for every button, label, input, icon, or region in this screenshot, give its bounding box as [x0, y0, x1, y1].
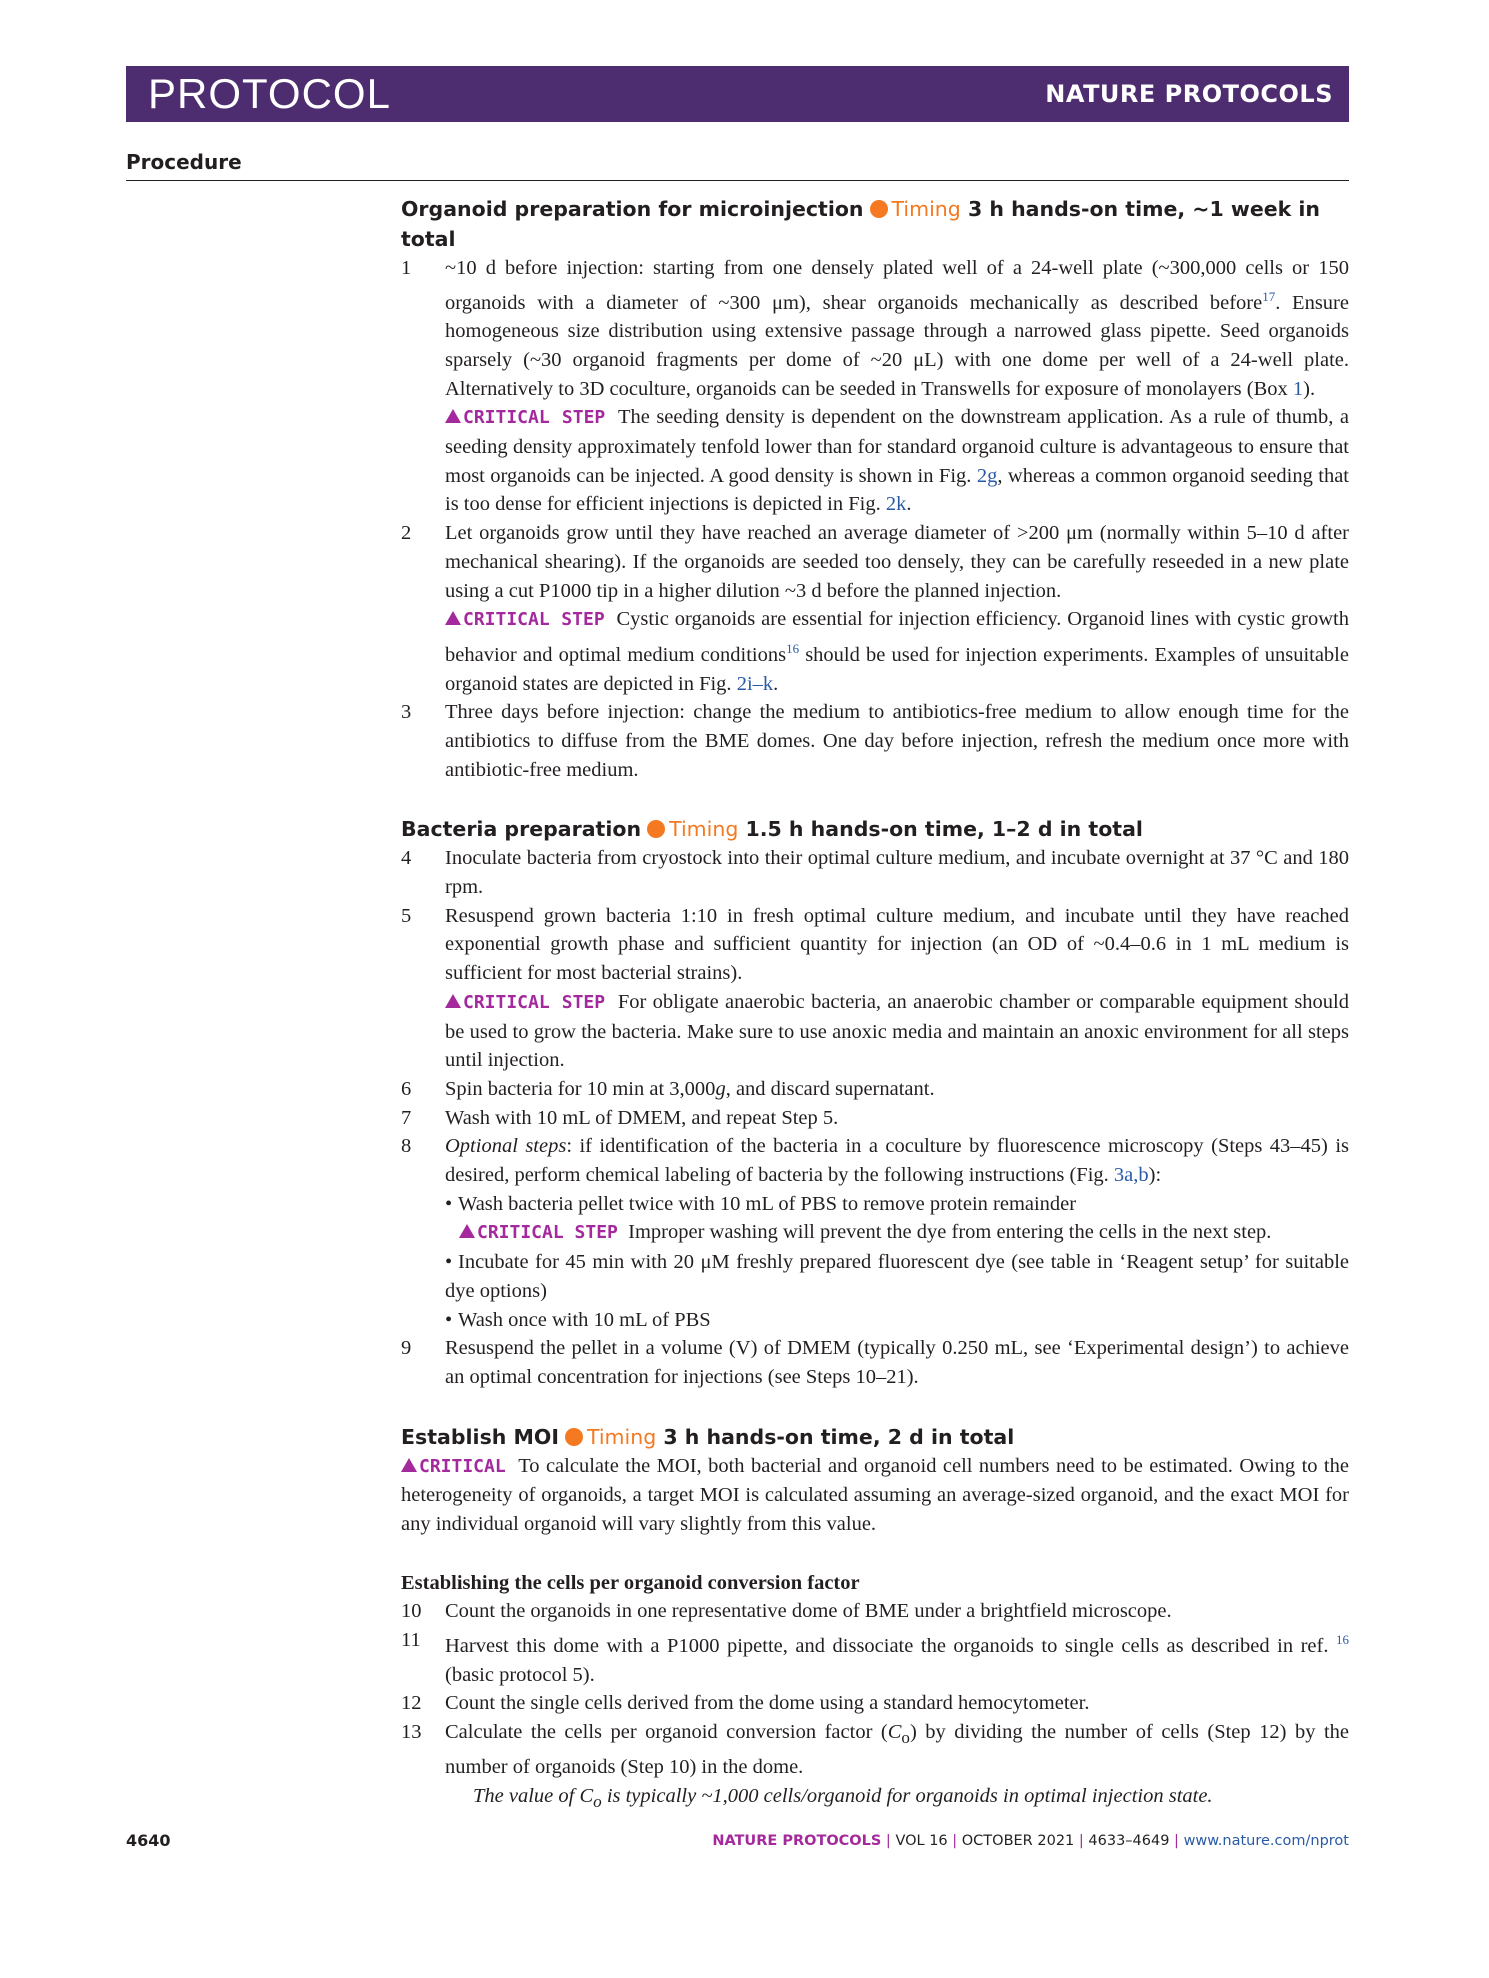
warning-triangle-icon	[459, 1224, 475, 1238]
step-text-part: Calculate the cells per organoid conversion factor (	[445, 1721, 888, 1744]
step-text: Wash with 10 mL of DMEM, and repeat Step 5.	[445, 1106, 839, 1129]
step-2	[401, 519, 1349, 698]
critical-label-text: CRITICAL STEP	[463, 991, 606, 1013]
figure-link[interactable]: 2k	[885, 493, 907, 516]
step-text-part: ~10 d before injection: starting from one densely plated well of a 24-well plate (~300,000 cells or 150 organoids with a diameter of ~300 μm), shear organoids mechanically as described before	[445, 257, 1349, 314]
step-text-italic: g	[715, 1077, 726, 1100]
step-11	[401, 1626, 1349, 1689]
critical-text: Cystic organoids are essential for injection efficiency. Organoid lines with cystic growth behavior and optimal medium conditions	[445, 608, 1350, 666]
critical-text: To calculate the MOI, both bacterial and organoid cell numbers need to be estimated. Owing to the heterogeneity of organoids, a target MOI is calculated assuming an average-sized organoid, and the exact MOI for any individual organoid will vary slightly from this value.	[401, 1454, 1349, 1536]
step-text: Inoculate bacteria from cryostock into their optimal culture medium, and incubate overnight at 37 °C and 180 rpm.	[445, 847, 1349, 899]
critical-text: Improper washing will prevent the dye from entering the cells in the next step.	[628, 1221, 1272, 1244]
footer-citation: NATURE PROTOCOLS | VOL 16 | OCTOBER 2021 | 4633–4649 | www.nature.com/nprot	[712, 1833, 1349, 1849]
critical-step-note	[445, 605, 1349, 698]
step-text: Resuspend grown bacteria 1:10 in fresh optimal culture medium, and incubate until they have reached exponential growth phase and sufficient quantity for injection (an OD of ~0.4–0.6 in 1 mL medium is sufficient for most bacterial strains).	[445, 904, 1349, 985]
critical-note	[401, 1452, 1349, 1539]
subheading: Establishing the cells per organoid conversion factor	[401, 1571, 860, 1594]
step-text: Let organoids grow until they have reached an average diameter of >200 μm (normally within 5–10 d after mechanical shearing). If the organoids are seeded too densely, they can be carefully reseeded in a new plate using a cut P1000 tip in a higher dilution ~3 d before the planned injection.	[445, 522, 1349, 602]
figure-link[interactable]: 2g	[976, 464, 998, 487]
critical-text: should be used for injection experiments. Examples of unsuitable organoid states are depicted in Fig.	[445, 643, 1349, 695]
subsection-heading	[401, 194, 1349, 254]
step-number: 1	[401, 257, 412, 279]
subsection-title: Bacteria preparation	[401, 817, 642, 842]
critical-label-text: CRITICAL STEP	[463, 609, 605, 631]
step-text-part: Harvest this dome with a P1000 pipette, and dissociate the organoids to single cells as described in ref.	[445, 1635, 1336, 1658]
step-number: 2	[401, 522, 412, 545]
footer-url-link[interactable]: www.nature.com/nprot	[1183, 1833, 1349, 1849]
procedure-content	[401, 194, 1349, 1816]
timing-value: 3 h hands-on time, ~1 week in total	[401, 197, 1321, 251]
step-text-part: , and discard supernatant.	[725, 1077, 935, 1100]
subsection-heading	[401, 1422, 1349, 1452]
step-number: 13	[401, 1721, 422, 1744]
bullet-icon: •	[445, 1251, 453, 1274]
critical-text: For obligate anaerobic bacteria, an anaerobic chamber or comparable equipment should be used to grow the bacteria. Make sure to use anoxic media and maintain an anoxic environment for all steps until injection.	[445, 990, 1350, 1072]
timing-label: Timing	[669, 817, 739, 842]
step-text	[445, 254, 1349, 403]
critical-text: The seeding density is dependent on the downstream application. As a rule of thumb, a seeding density approximately tenfold lower than for standard organoid culture is advantageous to ensure that most organoids can be injected. A good density is shown in Fig.	[445, 406, 1349, 487]
list-item-text: Wash once with 10 mL of PBS	[458, 1308, 711, 1331]
step-text: Resuspend the pellet in a volume (V) of DMEM (typically 0.250 mL, see ‘Experimental design’) to achieve an optimal concentration for injections (see Steps 10–21).	[445, 1337, 1349, 1388]
critical-step-note	[445, 403, 1349, 519]
step-text-part: ):	[1148, 1164, 1162, 1187]
figure-link[interactable]: 2i–k	[736, 672, 774, 695]
section-label: PROTOCOL	[148, 70, 391, 117]
timing-dot-icon	[565, 1428, 583, 1446]
step-12	[401, 1689, 1349, 1718]
critical-step-note	[445, 1218, 1349, 1248]
warning-triangle-icon	[445, 994, 461, 1008]
step-10	[401, 1597, 1349, 1626]
footer-volume: VOL 16	[895, 1833, 948, 1849]
list-item	[445, 1248, 1349, 1305]
critical-label	[401, 1456, 506, 1477]
divider	[126, 180, 1349, 181]
step-text-part: ).	[1303, 377, 1316, 400]
note-text: The value of C	[473, 1784, 594, 1807]
critical-text: .	[773, 672, 779, 695]
page-number: 4640	[126, 1831, 171, 1850]
footer-date: OCTOBER 2021	[961, 1833, 1075, 1849]
step-number: 4	[401, 847, 412, 870]
subsection-title: Organoid preparation for microinjection	[401, 197, 864, 221]
step-text-part: (basic protocol 5).	[445, 1663, 595, 1686]
warning-triangle-icon	[445, 409, 461, 423]
step-7	[401, 1104, 1349, 1133]
step-text-italic: C	[887, 1721, 902, 1744]
step-number: 6	[401, 1077, 412, 1100]
list-item-text: Wash bacteria pellet twice with 10 mL of PBS to remove protein remainder	[458, 1192, 1077, 1215]
footer-journal: NATURE PROTOCOLS	[712, 1833, 882, 1849]
step-text: Count the organoids in one representative dome of BME under a brightfield microscope.	[445, 1600, 1172, 1623]
figure-link[interactable]: 3a,b	[1113, 1164, 1149, 1187]
step-number: 7	[401, 1106, 412, 1129]
reference-link[interactable]: 16	[1336, 1632, 1349, 1648]
list-item-text: Incubate for 45 min with 20 μM freshly prepared fluorescent dye (see table in ‘Reagent setup’ for suitable dye options)	[445, 1251, 1349, 1302]
step-text-part: : if identification of the bacteria in a coculture by fluorescence microscopy (Steps 43–45) is desired, perform chemical labeling of bacteria by the following instructions (Fig.	[445, 1135, 1349, 1187]
step-4	[401, 844, 1349, 901]
step-number: 5	[401, 904, 412, 927]
step-text: Three days before injection: change the medium to antibiotics-free medium to allow enough time for the antibiotics to diffuse from the BME domes. One day before injection, refresh the medium once more with antibiotic-free medium.	[445, 701, 1349, 781]
timing-value: 1.5 h hands-on time, 1–2 d in total	[745, 817, 1143, 842]
step-6	[401, 1075, 1349, 1104]
critical-label-text: CRITICAL STEP	[477, 1222, 618, 1244]
step-number: 8	[401, 1135, 412, 1158]
reference-link[interactable]: 17	[1262, 288, 1276, 304]
critical-step-note	[445, 988, 1349, 1075]
step-13	[401, 1718, 1349, 1782]
critical-step-label	[445, 609, 605, 630]
subscript: o	[901, 1728, 910, 1748]
subscript: o	[593, 1791, 602, 1811]
step-text: Count the single cells derived from the dome using a standard hemocytometer.	[445, 1692, 1090, 1715]
step-9	[401, 1334, 1349, 1391]
timing-value: 3 h hands-on time, 2 d in total	[663, 1424, 1015, 1449]
box-link[interactable]: 1	[1292, 377, 1304, 400]
step-text	[445, 1626, 1349, 1689]
list-item	[445, 1190, 1349, 1219]
subsection-title: Establish MOI	[401, 1424, 559, 1449]
step-text	[445, 1718, 1349, 1782]
step-3	[401, 698, 1349, 784]
step-1	[401, 254, 1349, 519]
critical-step-label	[445, 992, 605, 1013]
critical-label-text: CRITICAL STEP	[463, 407, 606, 429]
step-text-part: Spin bacteria for 10 min at 3,000	[445, 1077, 716, 1100]
step-text	[445, 1132, 1349, 1189]
critical-label-text: CRITICAL	[419, 1455, 506, 1477]
header-bar	[126, 66, 1349, 122]
reference-link[interactable]: 16	[786, 640, 800, 656]
result-note	[401, 1782, 1349, 1817]
timing-dot-icon	[870, 200, 888, 218]
step-number: 12	[401, 1692, 422, 1715]
timing-label: Timing	[891, 197, 961, 221]
note-text: is typically ~1,000 cells/organoid for organoids in optimal injection state.	[601, 1784, 1213, 1807]
step-text	[445, 1075, 1349, 1104]
step-text-part: . Ensure homogeneous size distribution using extensive passage through a narrowed glass pipette. Seed organoids sparsely (~30 organoid fragments per dome of ~20 μL) with one dome per well of a 24-well plate. Alternatively to 3D coculture, organoids can be seeded in Transwells for exposure of monolayers (Box	[445, 291, 1349, 400]
step-number: 9	[401, 1337, 412, 1360]
step-number: 11	[401, 1629, 421, 1652]
timing-dot-icon	[647, 820, 665, 838]
bullet-icon: •	[445, 1192, 453, 1215]
step-8	[401, 1132, 1349, 1334]
journal-name: NATURE PROTOCOLS	[1045, 80, 1333, 108]
critical-step-label	[459, 1222, 618, 1243]
step-text-italic: Optional steps	[445, 1135, 567, 1158]
step-text-part: ) by dividing the number of cells (Step 12) by the number of organoids (Step 10) in the dome.	[445, 1721, 1349, 1778]
procedure-title: Procedure	[126, 150, 242, 174]
timing-label: Timing	[586, 1424, 657, 1449]
list-item	[445, 1306, 1349, 1335]
critical-step-label	[445, 407, 605, 428]
warning-triangle-icon	[401, 1458, 417, 1472]
critical-text: , whereas a common organoid seeding that is too dense for efficient injections is depicted in Fig.	[445, 464, 1349, 516]
critical-text: .	[906, 493, 912, 516]
warning-triangle-icon	[445, 611, 461, 625]
step-number: 10	[401, 1600, 422, 1623]
step-number: 3	[401, 701, 412, 724]
footer-pages: 4633–4649	[1088, 1833, 1170, 1849]
bullet-icon: •	[445, 1308, 453, 1331]
step-5	[401, 902, 1349, 1075]
subsection-heading	[401, 814, 1349, 844]
